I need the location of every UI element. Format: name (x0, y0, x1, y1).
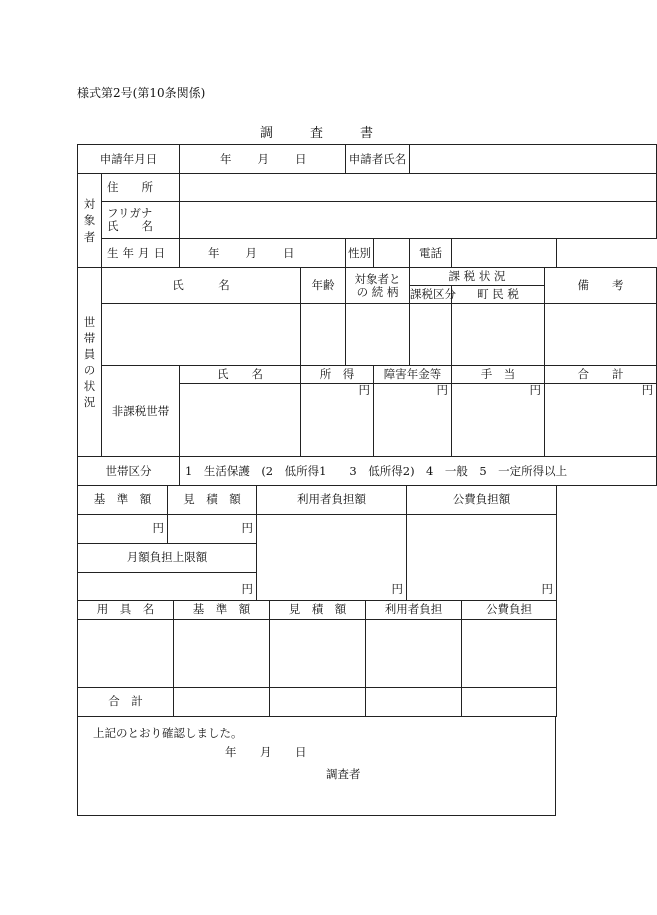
income-header: 所 得 (301, 366, 374, 384)
furigana-name-label (102, 202, 180, 239)
subject-section-label: 対象者 (78, 174, 102, 268)
confirm-date-year: 年 (225, 745, 237, 759)
equipment-public-burden-header: 公費負担 (462, 600, 557, 619)
relation-header-line1: 対象者と (354, 271, 401, 286)
income-yen-unit: 円 (358, 383, 370, 397)
equipment-standard-field[interactable] (174, 619, 270, 687)
app-date-month: 月 (257, 151, 269, 166)
tax-class-header: 課税区分 (410, 286, 452, 304)
burden-table (77, 486, 557, 601)
relation-header (346, 268, 410, 304)
applicant-name-label: 申請者氏名 (346, 145, 410, 174)
income-field[interactable] (301, 384, 374, 457)
allowance-header: 手 当 (452, 366, 545, 384)
equipment-total-label: 合 計 (78, 687, 174, 716)
birthdate-field[interactable] (180, 239, 346, 268)
survey-table-main (77, 144, 657, 486)
birthdate-day: 日 (283, 245, 295, 260)
address-label: 住 所 (102, 174, 180, 202)
disability-pension-field[interactable] (374, 384, 452, 457)
phone-label: 電話 (410, 239, 452, 268)
user-burden-header: 利用者負担額 (257, 486, 407, 514)
equipment-estimate-field[interactable] (270, 619, 366, 687)
equipment-name-header: 用 具 名 (78, 600, 174, 619)
equipment-total-user-burden-field[interactable] (366, 687, 462, 716)
title-char-2: 査 (310, 126, 324, 141)
public-burden-yen-unit: 円 (541, 581, 553, 596)
birthdate-month: 月 (245, 245, 257, 260)
household-name-header: 氏 名 (102, 268, 301, 304)
nontax-household-label: 非課税世帯 (102, 366, 180, 457)
standard-amount-field[interactable] (78, 514, 168, 543)
nontax-name-field[interactable] (180, 384, 301, 457)
household-member-remarks-field[interactable] (545, 304, 657, 366)
standard-amount-header: 基 準 額 (78, 486, 168, 514)
equipment-total-public-burden-field[interactable] (462, 687, 557, 716)
equipment-table (77, 600, 557, 717)
furigana-label: フリガナ (107, 206, 153, 220)
name-label: 氏 名 (107, 219, 153, 233)
equipment-estimate-header: 見 積 額 (270, 600, 366, 619)
disability-pension-header: 障害年金等 (374, 366, 452, 384)
nontax-name-header: 氏 名 (180, 366, 301, 384)
remarks-header: 備 考 (545, 268, 657, 304)
nontax-total-header: 合 計 (545, 366, 657, 384)
equipment-standard-header: 基 準 額 (174, 600, 270, 619)
household-member-name-field[interactable] (102, 304, 301, 366)
estimate-amount-header: 見 積 額 (168, 486, 257, 514)
birthdate-year: 年 (208, 245, 220, 260)
household-member-town-tax-field[interactable] (452, 304, 545, 366)
household-member-relation-field[interactable] (346, 304, 410, 366)
inspector-label: 調査者 (326, 767, 361, 781)
confirm-date-month: 月 (260, 745, 272, 759)
allowance-yen-unit: 円 (529, 383, 541, 397)
nontax-total-yen-unit: 円 (641, 383, 654, 397)
estimate-amount-field[interactable] (168, 514, 257, 543)
title-char-3: 書 (360, 126, 374, 141)
address-field[interactable] (180, 174, 657, 202)
application-date-field[interactable] (180, 145, 346, 174)
age-header: 年齢 (301, 268, 346, 304)
app-date-year: 年 (220, 151, 232, 166)
form-code: 様式第2号(第10条関係) (77, 86, 206, 100)
user-burden-field[interactable] (257, 514, 407, 600)
equipment-name-field[interactable] (78, 619, 174, 687)
public-burden-header: 公費負担額 (407, 486, 557, 514)
household-member-age-field[interactable] (301, 304, 346, 366)
app-date-day: 日 (295, 151, 307, 166)
birthdate-label: 生年月日 (102, 239, 180, 268)
user-burden-yen-unit: 円 (391, 581, 403, 596)
equipment-total-estimate-field[interactable] (270, 687, 366, 716)
household-member-tax-class-field[interactable] (410, 304, 452, 366)
town-tax-header: 町 民 税 (452, 286, 545, 304)
household-class-options[interactable]: 1 生活保護 (2 低所得1 3 低所得2) 4 一般 5 一定所得以上 (180, 457, 657, 486)
allowance-field[interactable] (452, 384, 545, 457)
standard-yen-unit: 円 (152, 521, 164, 536)
furigana-name-field[interactable] (180, 202, 657, 239)
monthly-cap-yen-unit: 円 (241, 581, 253, 596)
equipment-user-burden-field[interactable] (366, 619, 462, 687)
monthly-cap-field[interactable] (78, 572, 257, 600)
sex-label: 性別 (346, 239, 374, 268)
phone-field[interactable] (452, 239, 557, 268)
household-class-label: 世帯区分 (78, 457, 180, 486)
estimate-yen-unit: 円 (241, 521, 253, 536)
title-char-1: 調 (260, 126, 274, 141)
equipment-public-burden-field[interactable] (462, 619, 557, 687)
confirm-date-day: 日 (295, 745, 307, 759)
applicant-name-field[interactable] (410, 145, 657, 174)
public-burden-field[interactable] (407, 514, 557, 600)
household-section-label: 世帯員の状況 (78, 268, 102, 457)
relation-header-line2: の 続 柄 (356, 284, 399, 299)
sex-field[interactable] (374, 239, 410, 268)
tax-status-header: 課 税 状 況 (410, 268, 545, 286)
pension-yen-unit: 円 (436, 383, 448, 397)
nontax-total-field[interactable] (545, 384, 657, 457)
equipment-total-standard-field[interactable] (174, 687, 270, 716)
application-date-label: 申請年月日 (78, 145, 180, 174)
equipment-user-burden-header: 利用者負担 (366, 600, 462, 619)
confirmation-text: 上記のとおり確認しました。 (93, 726, 243, 740)
monthly-cap-label: 月額負担上限額 (78, 543, 257, 572)
